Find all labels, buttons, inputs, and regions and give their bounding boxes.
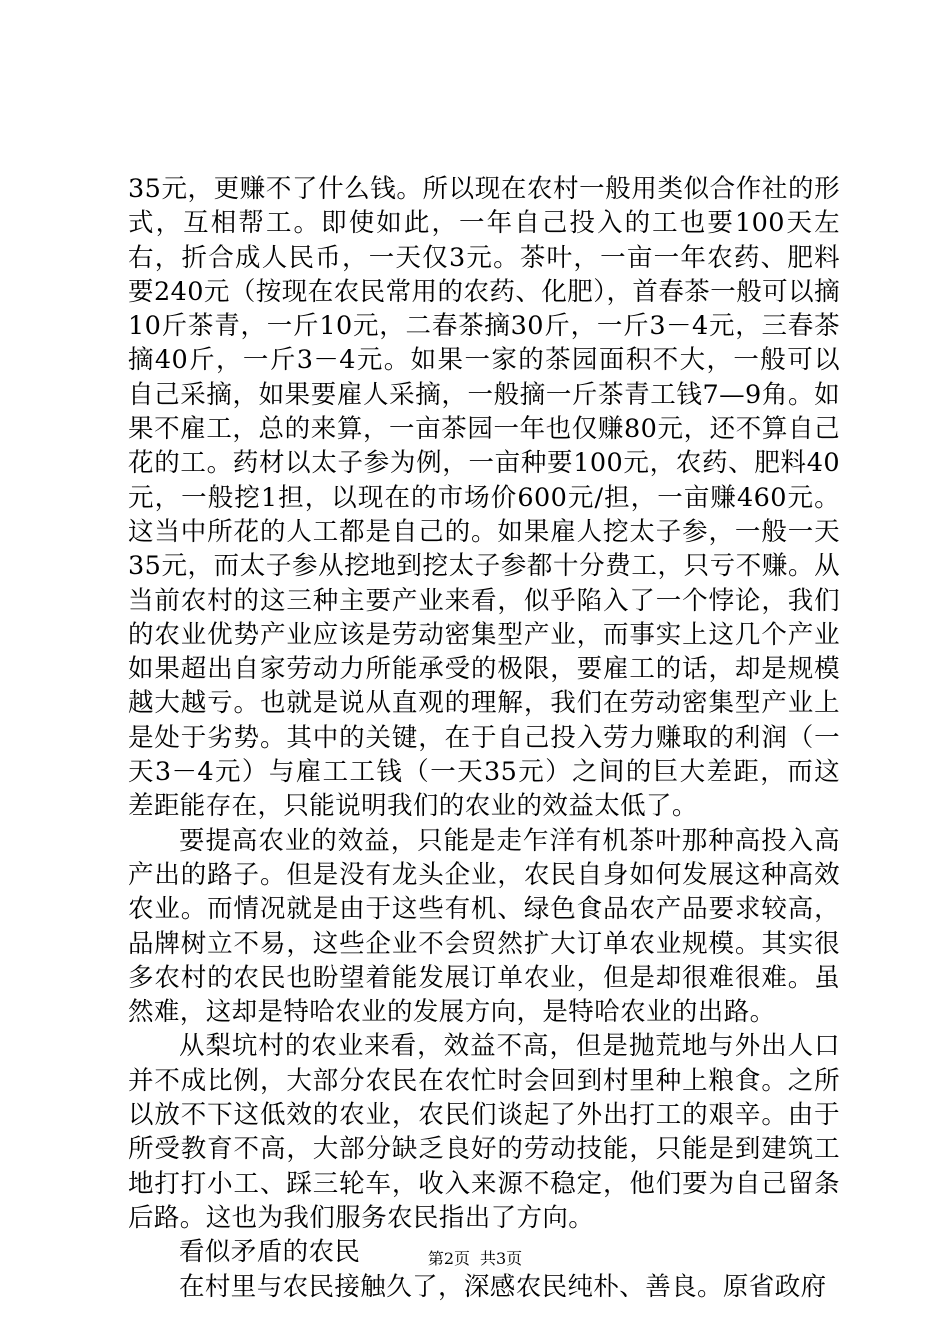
paragraph-likeng-village: 从梨坑村的农业来看，效益不高，但是抛荒地与外出人口并不成比例，大部分农民在农忙时会回到村里种上粮食。之所以放不下这低效的农业，农民们谈起了外出打工的艰辛。由于所受教育不高，大部分缺乏良好的劳动技能，只能是到建筑工地打打小工、踩三轮车，收入来源不稳定，他们要为自己留条后路。这也为我们服务农民指出了方向。 xyxy=(128,1031,840,1233)
page-footer xyxy=(0,1248,950,1270)
page-number: 第2页 xyxy=(427,1249,470,1268)
body-text xyxy=(128,172,840,1304)
paragraph-farmers: 在村里与农民接触久了，深感农民纯朴、善良。原省政府 xyxy=(179,1271,827,1302)
section-heading: 看似矛盾的农民 xyxy=(179,1237,361,1268)
page-total: 共3页 xyxy=(480,1249,523,1268)
paragraph-costs: 35元，更赚不了什么钱。所以现在农村一般用类似合作社的形式，互相帮工。即使如此，一年自己投入的工也要100天左右，折合成人民币，一天仅3元。茶叶，一亩一年农药、肥料要240元（按现在农民常用的农药、化肥），首春茶一般可以摘10斤茶青，一斤10元，二春茶摘30斤，一斤3－4元，三春茶摘40斤，一斤3－4元。如果一家的茶园面积不大，一般可以自己采摘，如果要雇人采摘，一般摘一斤茶青工钱7—9角。如果不雇工，总的来算，一亩茶园一年也仅赚80元，还不算自己花的工。药材以太子参为例，一亩种要100元，农药、肥料40元，一般挖1担，以现在的市场价600元/担，一亩赚460元。这当中所花的人工都是自己的。如果雇人挖太子参，一般一天35元，而太子参从挖地到挖太子参都十分费工，只亏不赚。从当前农村的这三种主要产业来看，似乎陷入了一个悖论，我们的农业优势产业应该是劳动密集型产业，而事实上这几个产业如果超出自家劳动力所能承受的极限，要雇工的话，却是规模越大越亏。也就是说从直观的理解，我们在劳动密集型产业上是处于劣势。其中的关键，在于自己投入劳力赚取的利润（一天3－4元）与雇工工钱（一天35元）之间的巨大差距，而这差距能存在，只能说明我们的农业的效益太低了。 xyxy=(128,174,840,822)
paragraph-efficiency: 要提高农业的效益，只能是走乍洋有机茶叶那种高投入高产出的路子。但是没有龙头企业，农民自身如何发展这种高效农业。而情况就是由于这些有机、绿色食品农产品要求较高，品牌树立不易，这些企业不会贸然扩大订单农业规模。其实很多农村的农民也盼望着能发展订单农业，但是却很难很难。虽然难，这却是特哈农业的发展方向，是特哈农业的出路。 xyxy=(128,825,840,1028)
